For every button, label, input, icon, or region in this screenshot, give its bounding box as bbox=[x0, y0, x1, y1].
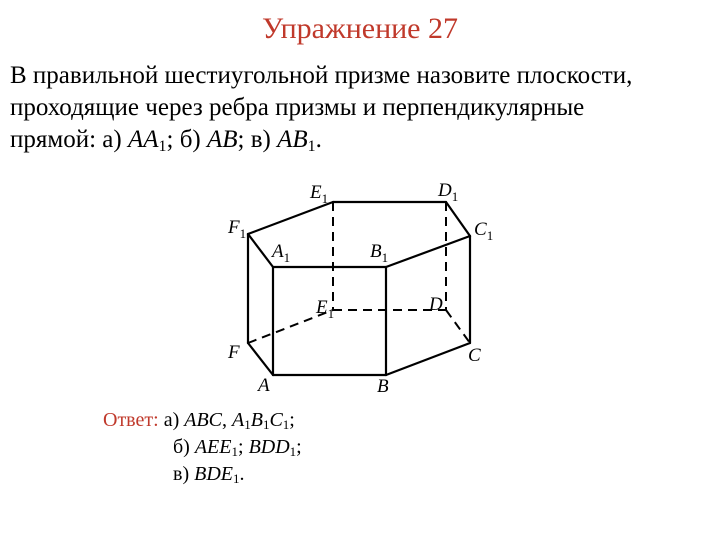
answer-b-sep: ; bbox=[238, 436, 249, 458]
plane-a1b1c1-b-sub: 1 bbox=[262, 417, 270, 432]
vertex-label-A1: $A_1$ bbox=[272, 241, 291, 265]
edge-A1-F1 bbox=[248, 234, 273, 267]
hidden-edge-D-C bbox=[446, 310, 470, 343]
edge-F-A bbox=[248, 343, 273, 375]
problem-prefix: прямой: а) bbox=[10, 126, 128, 153]
answer-label: Ответ: bbox=[103, 409, 159, 431]
edge-B-C bbox=[386, 343, 470, 375]
edge-D1-C1 bbox=[446, 202, 470, 236]
line-c: AB bbox=[277, 126, 308, 153]
vertex-label-F1: $F_1$ bbox=[228, 217, 247, 241]
problem-end: . bbox=[315, 126, 322, 153]
vertex-label-A: A bbox=[258, 375, 270, 396]
answer-c-marker: в) bbox=[173, 463, 195, 485]
answer-b-end: ; bbox=[296, 436, 302, 458]
line-a: AA bbox=[127, 126, 159, 153]
plane-a1b1c1-c: C bbox=[269, 409, 283, 431]
plane-abc: ABC bbox=[184, 409, 223, 431]
problem-sep-2: ; в) bbox=[237, 126, 278, 153]
plane-bde1: BDE bbox=[194, 463, 233, 485]
answer-a-marker: а) bbox=[158, 409, 185, 431]
vertex-label-C: C bbox=[468, 345, 481, 366]
answer-row-b bbox=[103, 434, 302, 461]
vertex-label-D: D bbox=[429, 294, 443, 315]
vertex-label-D1: $D_1$ bbox=[438, 180, 459, 204]
edge-F1-E1 bbox=[248, 202, 333, 234]
plane-a1b1c1-a-sub: 1 bbox=[244, 417, 251, 432]
edge-C1-B1 bbox=[386, 236, 470, 267]
answer-c-end: . bbox=[239, 463, 245, 485]
plane-aee1-sub: 1 bbox=[231, 444, 238, 459]
plane-bde1-sub: 1 bbox=[233, 471, 240, 486]
answer-row-a bbox=[103, 407, 302, 434]
line-b: AB bbox=[207, 126, 238, 153]
line-a-sub: 1 bbox=[158, 138, 167, 155]
vertex-label-B1: $B_1$ bbox=[370, 241, 389, 265]
plane-a1b1c1-c-sub: 1 bbox=[282, 417, 290, 432]
answer-block bbox=[103, 407, 302, 488]
plane-aee1: AEE bbox=[194, 436, 232, 458]
vertex-label-E1: $E_1$ bbox=[310, 182, 329, 206]
vertex-label-C1: $C_1$ bbox=[474, 219, 494, 243]
line-c-sub: 1 bbox=[307, 138, 316, 155]
problem-line-1: В правильной шестиугольной призме назовите плоскости, bbox=[10, 62, 633, 89]
answer-a-end: ; bbox=[289, 409, 295, 431]
answer-b-marker: б) bbox=[173, 436, 195, 458]
exercise-title: Упражнение 27 bbox=[262, 12, 458, 45]
plane-a1b1c1-a: A bbox=[232, 409, 245, 431]
problem-line-2: проходящие через ребра призмы и перпендикулярные bbox=[10, 94, 585, 121]
vertex-label-F: F bbox=[228, 342, 240, 363]
plane-bdd1-sub: 1 bbox=[289, 444, 297, 459]
plane-bdd1: BDD bbox=[248, 436, 290, 458]
vertex-label-B: B bbox=[377, 376, 389, 397]
answer-comma: , bbox=[222, 409, 233, 431]
plane-a1b1c1-b: B bbox=[250, 409, 263, 431]
problem-sep-1: ; б) bbox=[166, 126, 207, 153]
vertex-label-E: $E_1$ bbox=[316, 297, 335, 321]
answer-row-c bbox=[103, 461, 302, 488]
